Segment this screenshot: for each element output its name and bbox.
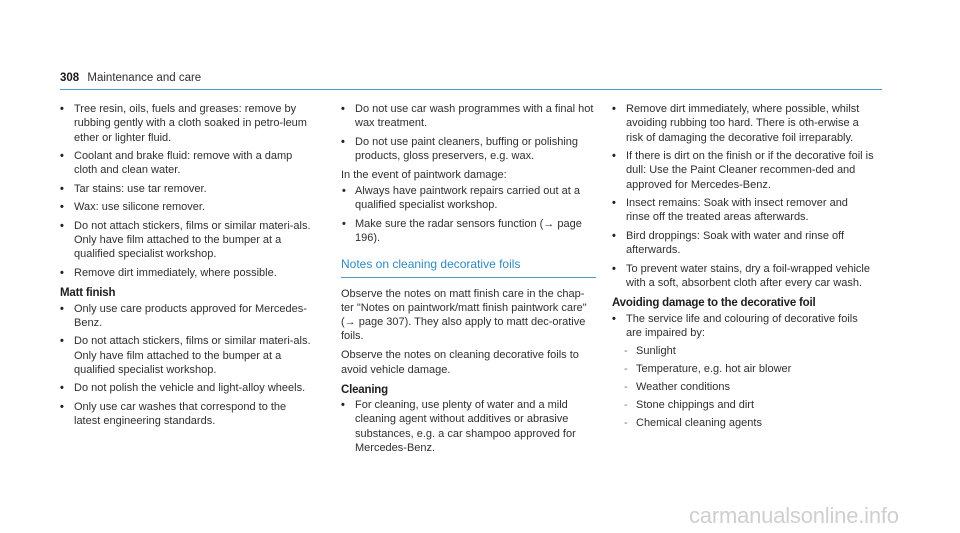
list-item: • Do not attach stickers, films or similar materi-als. Only have film attached to the bumper at a qualified specialist workshop.: [60, 219, 312, 262]
damage-bullets: [341, 184, 596, 245]
section-divider: [341, 277, 596, 278]
section-title: Notes on cleaning decorative foils: [341, 257, 521, 272]
list-item: • If there is dirt on the finish or if the decorative foil is dull: Use the Paint Cleaner recommen-ded and approved for Mercedes-Benz.: [612, 149, 874, 192]
list-item: • To prevent water stains, dry a foil-wrapped vehicle with a soft, absorbent cloth after every car wash.: [612, 262, 874, 291]
list-item: • Do not use car wash programmes with a final hot wax treatment.: [341, 102, 596, 131]
column-3: [612, 102, 874, 434]
list-item: • Make sure the radar sensors function (→ page 196).: [342, 217, 582, 244]
list-item: - Weather conditions: [624, 380, 874, 394]
list-item-text: Make sure the radar sensors function (→ page 196).: [355, 217, 582, 244]
list-item: • Insect remains: Soak with insect remover and rinse off the treated areas afterwards.: [612, 196, 874, 225]
list-item: • Remove dirt immediately, where possible, whilst avoiding rubbing too hard. There is oth-erwise a risk of damaging the decorative foil irreparably.: [612, 102, 874, 145]
wash-bullets: [341, 102, 596, 163]
list-item: • Only use care products approved for Mercedes-Benz.: [60, 302, 312, 331]
header-divider: [60, 89, 882, 90]
paragraph: Observe the notes on cleaning decorative foils to avoid vehicle damage.: [341, 349, 579, 376]
matt-finish-bullets: [60, 302, 312, 429]
list-item: • Always have paintwork repairs carried out at a qualified specialist workshop.: [342, 184, 580, 212]
list-item-text: Always have paintwork repairs carried out at a qualified specialist workshop.: [355, 184, 580, 212]
list-item: • The service life and colouring of decorative foils are impaired by:: [612, 312, 874, 341]
list-item: • Bird droppings: Soak with water and rinse off afterwards.: [612, 229, 874, 258]
list-item: • Do not polish the vehicle and light-alloy wheels.: [60, 381, 312, 395]
damage-intro: In the event of paintwork damage:: [341, 168, 507, 181]
list-item: • Wax: use silicone remover.: [60, 200, 312, 214]
paragraph: Observe the notes on matt finish care in the chap-ter "Notes on paintwork/matt finish paintwork care" (→ page 307). They also apply to matt dec-orative foils.: [341, 287, 587, 343]
list-item: • Only use car washes that correspond to the latest engineering standards.: [60, 400, 312, 429]
cleaning-bullets: [60, 102, 312, 280]
list-item: - Temperature, e.g. hot air blower: [624, 362, 874, 376]
cleaning-heading: Cleaning: [341, 383, 388, 396]
cleaning-foil-bullets: [341, 398, 596, 455]
list-item: • Remove dirt immediately, where possible.: [60, 266, 312, 280]
page-title: Maintenance and care: [87, 72, 202, 84]
avoid-damage-heading: Avoiding damage to the decorative foil: [612, 297, 816, 310]
list-item: • Coolant and brake fluid: remove with a damp cloth and clean water.: [60, 149, 312, 178]
foil-bullets: [612, 102, 874, 290]
matt-finish-heading: Matt finish: [60, 287, 116, 300]
watermark: carmanualsonline.info: [689, 503, 899, 528]
list-item: • Do not attach stickers, films or similar materi-als. Only have film attached to the bumper at a qualified specialist workshop.: [60, 334, 312, 377]
page-header: [60, 72, 201, 84]
list-item: - Sunlight: [624, 344, 874, 358]
impairment-list: [624, 344, 874, 430]
list-item: • Tree resin, oils, fuels and greases: remove by rubbing gently with a cloth soaked in petro-leum ether or lighter fluid.: [60, 102, 312, 145]
avoid-damage-bullets: [612, 312, 874, 341]
column-1: [60, 102, 312, 433]
list-item: - Stone chippings and dirt: [624, 398, 874, 412]
list-item: - Chemical cleaning agents: [624, 416, 874, 430]
page-number: 308: [60, 72, 80, 84]
list-item: • Tar stains: use tar remover.: [60, 182, 312, 196]
column-2: [341, 102, 596, 459]
list-item: • Do not use paint cleaners, buffing or polishing products, gloss preservers, e.g. wax.: [341, 135, 596, 164]
list-item: • For cleaning, use plenty of water and a mild cleaning agent without additives or abrasive substances, e.g. a car shampoo approved for Mercedes-Benz.: [341, 398, 596, 455]
